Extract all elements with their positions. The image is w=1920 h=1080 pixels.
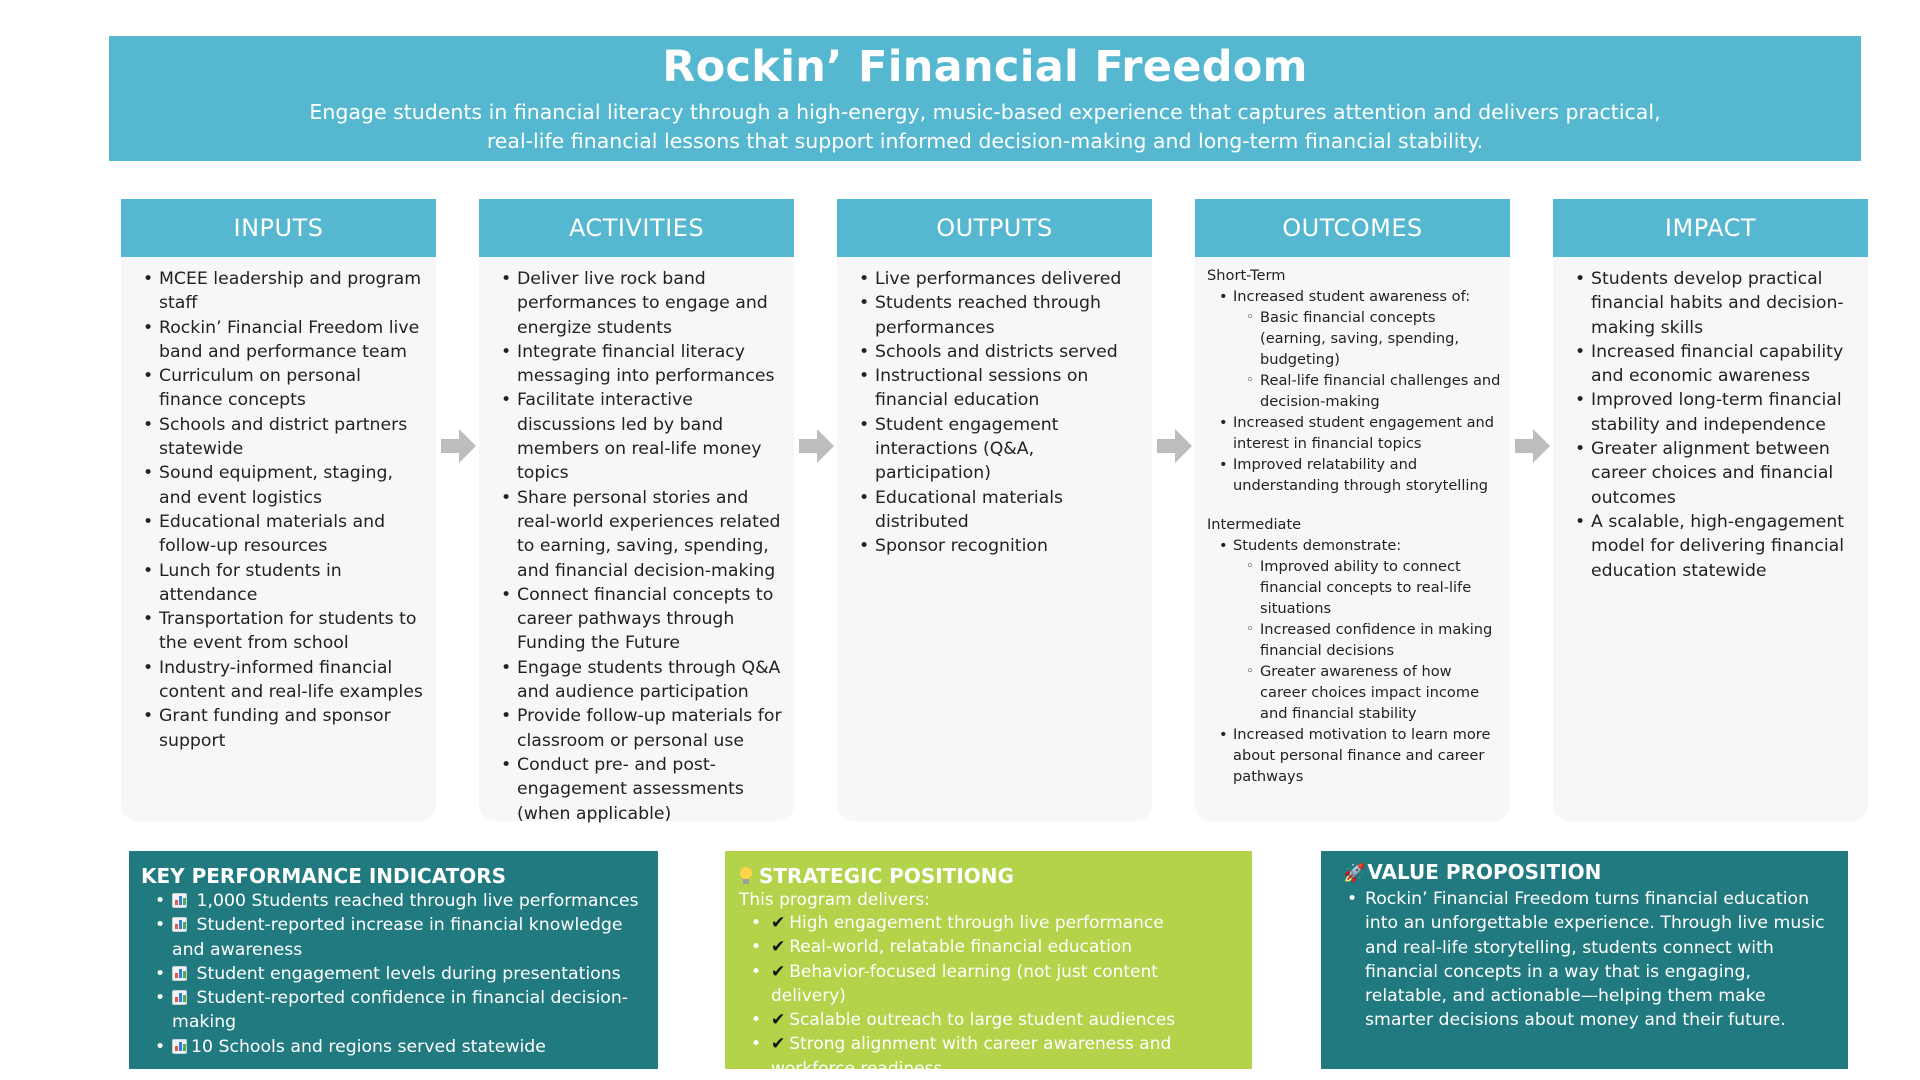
list-item: • Sound equipment, staging, and event logistics (139, 461, 424, 510)
value-text: • Rockin’ Financial Freedom turns financial education into an unforgettable experience. Through live music and real-life storytelling, students connect with financial concepts in a way that is engaging, relatable, and actionable—helping them make smarter decisions about money and their future. (1343, 887, 1830, 1033)
rocket-icon: 🚀 (1343, 863, 1366, 884)
kpi-item (141, 962, 646, 986)
strategic-title (739, 863, 1238, 889)
strategic-item (739, 1032, 1238, 1080)
kpi-item (141, 986, 646, 1035)
outputs-heading: OUTPUTS (837, 199, 1152, 257)
list-item: • Increased student engagement and interest in financial topics (1207, 412, 1502, 454)
bar-chart-icon (172, 1039, 187, 1054)
list-item: • Schools and district partners statewide (139, 413, 424, 462)
strategic-item (739, 935, 1238, 959)
outcome-text: Increased student awareness of: (1233, 288, 1471, 305)
arrow-right-icon (1515, 428, 1551, 464)
strategic-title-text: STRATEGIC POSITIONG (759, 864, 1014, 888)
outcome-text: Students demonstrate: (1233, 537, 1402, 554)
list-item: • Instructional sessions on financial education (855, 364, 1140, 413)
kpi-text: 1,000 Students reached through live performances (196, 891, 639, 911)
list-item: • MCEE leadership and program staff (139, 267, 424, 316)
list-item: • Sponsor recognition (855, 534, 1140, 558)
kpi-text: Student-reported increase in financial knowledge and awareness (172, 915, 623, 960)
list-item (1207, 535, 1502, 724)
check-icon: ✔ (771, 961, 786, 982)
list-item: • Conduct pre- and post-engagement assessments (when applicable) (497, 753, 782, 826)
bar-chart-icon (172, 966, 187, 981)
inputs-column (121, 199, 436, 821)
kpi-item (141, 889, 646, 913)
list-item: • Facilitate interactive discussions led by band members on real-life money topics (497, 388, 782, 485)
check-icon: ✔ (771, 1010, 786, 1031)
kpi-box (129, 851, 658, 1069)
strategic-text: Behavior-focused learning (not just content delivery) (771, 961, 1158, 1006)
list-item: • Rockin’ Financial Freedom live band and performance team (139, 316, 424, 365)
page-subtitle: Engage students in financial literacy through a high-energy, music-based experience that captures attention and delivers practical, real-life financial lessons that support informed decision-making and long-term financial stability. (309, 100, 1661, 153)
kpi-title: KEY PERFORMANCE INDICATORS (141, 864, 507, 888)
kpi-text: 10 Schools and regions served statewide (191, 1036, 546, 1057)
list-item: • Live performances delivered (855, 267, 1140, 291)
sub-list-item: ◦ Improved ability to connect financial concepts to real-life situations (1233, 556, 1502, 619)
strategic-item (739, 911, 1238, 935)
list-item: • Deliver live rock band performances to engage and energize students (497, 267, 782, 340)
list-item: • Increased financial capability and economic awareness (1571, 340, 1856, 389)
impact-column (1553, 199, 1868, 821)
kpi-item (141, 1035, 646, 1059)
list-item: • Improved long-term financial stability and independence (1571, 388, 1856, 437)
kpi-item (141, 913, 646, 962)
strategic-text: Real-world, relatable financial education (789, 937, 1132, 958)
strategic-text: Scalable outreach to large student audiences (789, 1010, 1176, 1031)
activities-column (479, 199, 794, 824)
arrow-right-icon (441, 428, 477, 464)
sub-list-item: ◦ Real-life financial challenges and decision-making (1233, 370, 1502, 412)
list-item: • Student engagement interactions (Q&A, participation) (855, 413, 1140, 486)
strategic-text: High engagement through live performance (789, 913, 1164, 933)
list-item: • Educational materials and follow-up resources (139, 510, 424, 559)
list-item: • A scalable, high-engagement model for delivering financial education statewide (1571, 510, 1856, 583)
inputs-heading: INPUTS (121, 199, 436, 257)
list-item: • Greater alignment between career choices and financial outcomes (1571, 437, 1856, 510)
impact-heading: IMPACT (1553, 199, 1868, 257)
sub-list-item: ◦ Basic financial concepts (earning, saving, spending, budgeting) (1233, 307, 1502, 370)
list-item: • Educational materials distributed (855, 486, 1140, 535)
strategic-text: Strong alignment with career awareness and workforce readiness (771, 1034, 1172, 1079)
list-item: • Students develop practical financial habits and decision-making skills (1571, 267, 1856, 340)
arrow-right-icon (1157, 428, 1193, 464)
list-item: • Integrate financial literacy messaging into performances (497, 340, 782, 389)
list-item: • Grant funding and sponsor support (139, 704, 424, 753)
kpi-text: Student-reported confidence in financial decision-making (172, 988, 629, 1033)
list-item: • Curriculum on personal finance concepts (139, 364, 424, 413)
light-bulb-icon (739, 867, 753, 885)
kpi-text: Student engagement levels during presentations (196, 963, 621, 984)
title-banner (109, 36, 1861, 161)
page-title: Rockin’ Financial Freedom (662, 42, 1308, 92)
strategic-box (725, 851, 1252, 1079)
list-item: • Connect financial concepts to career pathways through Funding the Future (497, 583, 782, 656)
list-item (1207, 286, 1502, 412)
bar-chart-icon (172, 917, 187, 932)
list-item: • Engage students through Q&A and audience participation (497, 656, 782, 705)
list-item: • Increased motivation to learn more about personal finance and career pathways (1207, 724, 1502, 787)
strategic-item (739, 960, 1238, 1009)
bar-chart-icon (172, 990, 187, 1005)
sub-list-item: ◦ Increased confidence in making financial decisions (1233, 619, 1502, 661)
outcomes-column (1195, 199, 1510, 821)
bar-chart-icon (172, 893, 187, 908)
check-icon: ✔ (771, 1034, 786, 1055)
list-item: • Improved relatability and understanding through storytelling (1207, 454, 1502, 496)
check-icon: ✔ (771, 937, 786, 958)
list-item: • Transportation for students to the event from school (139, 607, 424, 656)
strategic-item (739, 1008, 1238, 1032)
list-item: • Students reached through performances (855, 291, 1140, 340)
value-proposition-box (1321, 851, 1848, 1069)
list-item: • Lunch for students in attendance (139, 559, 424, 608)
sub-list-item: ◦ Greater awareness of how career choices impact income and financial stability (1233, 661, 1502, 724)
check-icon: ✔ (771, 913, 786, 933)
value-title-text: VALUE PROPOSITION (1367, 860, 1602, 884)
activities-heading: ACTIVITIES (479, 199, 794, 257)
list-item: • Share personal stories and real-world experiences related to earning, saving, spending, and financial decision-making (497, 486, 782, 583)
list-item: • Provide follow-up materials for classroom or personal use (497, 704, 782, 753)
outcomes-heading: OUTCOMES (1195, 199, 1510, 257)
value-title (1343, 859, 1830, 887)
intermediate-label: Intermediate (1207, 516, 1302, 533)
list-item: • Schools and districts served (855, 340, 1140, 364)
outputs-column (837, 199, 1152, 821)
list-item: • Industry-informed financial content and real-life examples (139, 656, 424, 705)
short-term-label: Short-Term (1207, 267, 1286, 284)
strategic-intro: This program delivers: (739, 890, 930, 910)
arrow-right-icon (799, 428, 835, 464)
